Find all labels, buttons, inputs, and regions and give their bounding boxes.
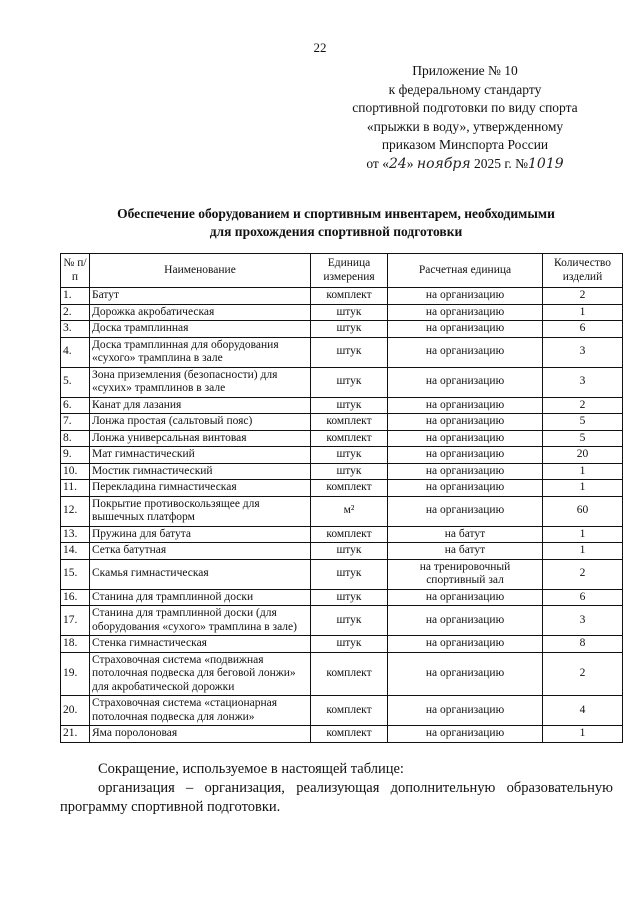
row-num: 6.	[61, 397, 90, 414]
row-num: 9.	[61, 447, 90, 464]
date-month: ноября	[416, 155, 471, 172]
row-num: 20.	[61, 696, 90, 726]
row-name: Лонжа простая (сальтовый пояс)	[90, 414, 311, 431]
row-calc: на организацию	[388, 397, 543, 414]
table-row	[61, 480, 623, 497]
row-qty: 1	[543, 543, 623, 560]
appendix-line: приказом Минспорта России	[381, 137, 549, 152]
row-name: Лонжа универсальная винтовая	[90, 430, 311, 447]
row-num: 2.	[61, 304, 90, 321]
row-name: Сетка батутная	[90, 543, 311, 560]
row-num: 11.	[61, 480, 90, 497]
row-name: Страховочная система «стационарная потолочная подвеска для лонжи»	[90, 696, 311, 726]
row-qty: 2	[543, 559, 623, 589]
header-calc: Расчетная единица	[388, 254, 543, 288]
row-calc: на организацию	[388, 463, 543, 480]
order-date	[340, 155, 590, 174]
row-calc: на организацию	[388, 652, 543, 696]
row-calc: на организацию	[388, 288, 543, 305]
row-calc: на тренировочный спортивный зал	[388, 559, 543, 589]
row-unit: м²	[311, 496, 388, 526]
row-num: 7.	[61, 414, 90, 431]
row-calc: на организацию	[388, 496, 543, 526]
date-prefix: от «	[366, 155, 389, 171]
row-calc: на организацию	[388, 337, 543, 367]
row-num: 17.	[61, 606, 90, 636]
row-name: Перекладина гимнастическая	[90, 480, 311, 497]
row-name: Дорожка акробатическая	[90, 304, 311, 321]
table-row	[61, 696, 623, 726]
row-calc: на организацию	[388, 367, 543, 397]
table-row	[61, 447, 623, 464]
row-calc: на организацию	[388, 589, 543, 606]
table-row	[61, 304, 623, 321]
row-qty: 6	[543, 589, 623, 606]
row-unit: штук	[311, 463, 388, 480]
order-number: 1019	[528, 155, 564, 172]
row-qty: 8	[543, 636, 623, 653]
table-row	[61, 321, 623, 338]
row-qty: 2	[543, 652, 623, 696]
row-unit: штук	[311, 367, 388, 397]
row-calc: на организацию	[388, 430, 543, 447]
row-qty: 60	[543, 496, 623, 526]
row-unit: комплект	[311, 480, 388, 497]
row-unit: штук	[311, 543, 388, 560]
appendix-title: Приложение № 10	[412, 63, 518, 78]
row-name: Скамья гимнастическая	[90, 559, 311, 589]
row-calc: на батут	[388, 526, 543, 543]
table-row	[61, 652, 623, 696]
row-unit: штук	[311, 304, 388, 321]
table-row	[61, 397, 623, 414]
row-unit: комплект	[311, 726, 388, 743]
row-unit: комплект	[311, 414, 388, 431]
row-name: Доска трамплинная для оборудования «сухого» трамплина в зале	[90, 337, 311, 367]
table-row	[61, 430, 623, 447]
row-name: Станина для трамплинной доски (для оборудования «сухого» трамплина в зале)	[90, 606, 311, 636]
header-num: № п/п	[61, 254, 90, 288]
row-name: Покрытие противоскользящее для вышечных платформ	[90, 496, 311, 526]
row-qty: 20	[543, 447, 623, 464]
table-row	[61, 337, 623, 367]
row-num: 1.	[61, 288, 90, 305]
row-calc: на организацию	[388, 447, 543, 464]
row-name: Мостик гимнастический	[90, 463, 311, 480]
row-num: 10.	[61, 463, 90, 480]
row-unit: штук	[311, 606, 388, 636]
row-num: 15.	[61, 559, 90, 589]
row-num: 12.	[61, 496, 90, 526]
row-qty: 3	[543, 337, 623, 367]
header-name: Наименование	[90, 254, 311, 288]
title-line-1: Обеспечение оборудованием и спортивным инвентарем, необходимыми	[117, 206, 555, 221]
row-qty: 5	[543, 430, 623, 447]
row-num: 16.	[61, 589, 90, 606]
row-unit: штук	[311, 636, 388, 653]
row-name: Канат для лазания	[90, 397, 311, 414]
row-unit: штук	[311, 397, 388, 414]
date-year: 2025 г. №	[473, 155, 529, 171]
row-unit: комплект	[311, 288, 388, 305]
row-num: 19.	[61, 652, 90, 696]
row-name: Мат гимнастический	[90, 447, 311, 464]
appendix-header	[340, 62, 590, 173]
row-unit: штук	[311, 337, 388, 367]
row-calc: на организацию	[388, 696, 543, 726]
row-qty: 1	[543, 726, 623, 743]
table-row	[61, 414, 623, 431]
header-qty: Количество изделий	[543, 254, 623, 288]
row-calc: на организацию	[388, 606, 543, 636]
table-row	[61, 543, 623, 560]
row-qty: 5	[543, 414, 623, 431]
appendix-line: к федеральному стандарту	[388, 81, 542, 97]
row-name: Зона приземления (безопасности) для «сухих» трамплинов в зале	[90, 367, 311, 397]
row-num: 5.	[61, 367, 90, 397]
row-num: 3.	[61, 321, 90, 338]
row-num: 18.	[61, 636, 90, 653]
row-qty: 1	[543, 480, 623, 497]
row-name: Страховочная система «подвижная потолочная подвеска для беговой лонжи» для акробатической дорожки	[90, 652, 311, 696]
row-qty: 1	[543, 463, 623, 480]
equipment-table	[60, 253, 623, 743]
row-unit: штук	[311, 321, 388, 338]
row-calc: на батут	[388, 543, 543, 560]
row-unit: комплект	[311, 526, 388, 543]
row-name: Яма поролоновая	[90, 726, 311, 743]
table-row	[61, 496, 623, 526]
row-num: 21.	[61, 726, 90, 743]
row-unit: комплект	[311, 430, 388, 447]
footnote-line-1: Сокращение, используемое в настоящей таблице:	[98, 761, 404, 777]
date-day: 24	[388, 155, 407, 172]
row-num: 13.	[61, 526, 90, 543]
table-row	[61, 367, 623, 397]
table-row	[61, 589, 623, 606]
row-qty: 3	[543, 367, 623, 397]
header-unit: Единица измерения	[311, 254, 388, 288]
table-row	[61, 726, 623, 743]
row-qty: 2	[543, 288, 623, 305]
date-mid: »	[406, 155, 414, 171]
row-calc: на организацию	[388, 304, 543, 321]
document-title	[60, 205, 612, 241]
table-body	[61, 288, 623, 743]
row-unit: комплект	[311, 696, 388, 726]
appendix-line: «прыжки в воду», утвержденному	[366, 118, 564, 134]
row-name: Станина для трамплинной доски	[90, 589, 311, 606]
table-header-row	[61, 254, 623, 288]
table-row	[61, 559, 623, 589]
table-row	[61, 463, 623, 480]
page-number: 22	[313, 40, 327, 55]
table-row	[61, 636, 623, 653]
row-num: 4.	[61, 337, 90, 367]
table-row	[61, 526, 623, 543]
row-calc: на организацию	[388, 321, 543, 338]
table-row	[61, 288, 623, 305]
appendix-line: спортивной подготовки по виду спорта	[352, 100, 578, 115]
row-qty: 1	[543, 304, 623, 321]
row-calc: на организацию	[388, 414, 543, 431]
row-qty: 4	[543, 696, 623, 726]
row-qty: 3	[543, 606, 623, 636]
row-unit: комплект	[311, 652, 388, 696]
row-unit: штук	[311, 559, 388, 589]
row-name: Пружина для батута	[90, 526, 311, 543]
row-name: Стенка гимнастическая	[90, 636, 311, 653]
row-calc: на организацию	[388, 636, 543, 653]
footnote-line-2: организация – организация, реализующая дополнительную образовательную программу спортивной подготовки.	[60, 780, 613, 815]
table-row	[61, 606, 623, 636]
footnote	[60, 760, 613, 817]
row-calc: на организацию	[388, 726, 543, 743]
row-unit: штук	[311, 447, 388, 464]
row-calc: на организацию	[388, 480, 543, 497]
row-name: Батут	[90, 288, 311, 305]
row-name: Доска трамплинная	[90, 321, 311, 338]
row-num: 14.	[61, 543, 90, 560]
row-qty: 6	[543, 321, 623, 338]
row-qty: 1	[543, 526, 623, 543]
row-num: 8.	[61, 430, 90, 447]
row-unit: штук	[311, 589, 388, 606]
title-line-2: для прохождения спортивной подготовки	[209, 224, 463, 239]
row-qty: 2	[543, 397, 623, 414]
